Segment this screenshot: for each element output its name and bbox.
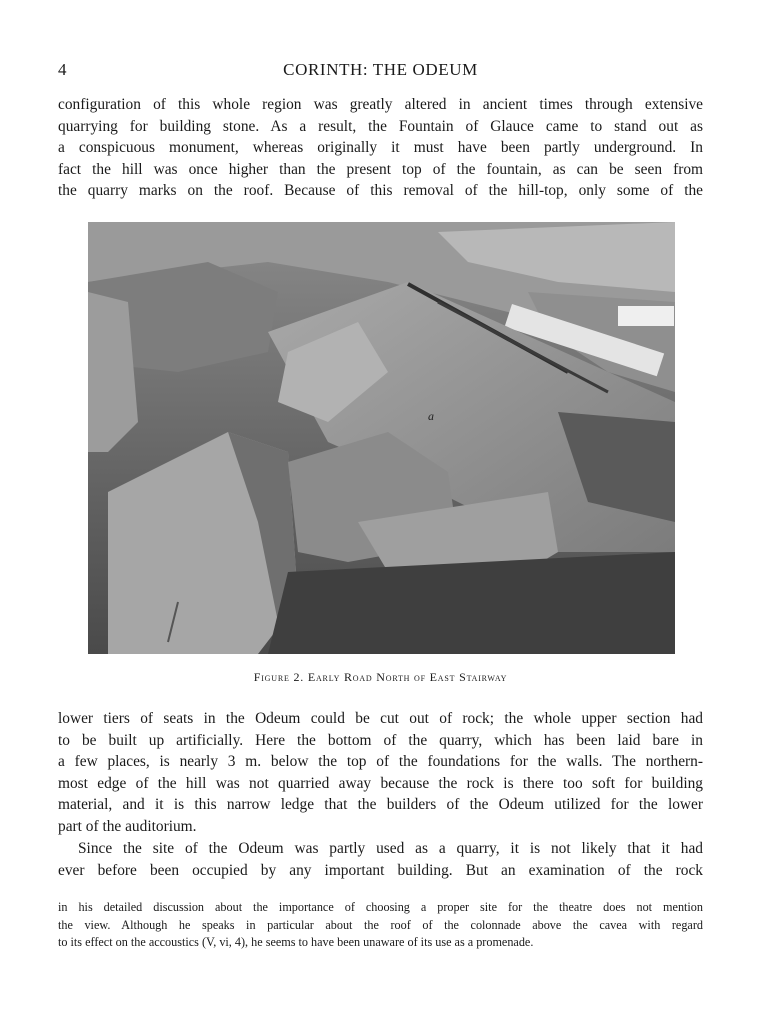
body-paragraph-1 [58, 708, 703, 838]
text-line: lower tiers of seats in the Odeum could be cut out of rock; the whole upper section had [58, 710, 703, 727]
text-line: a few places, is nearly 3 m. below the top of the foundations for the walls. The northern- [58, 753, 703, 771]
text-line: most edge of the hill was not quarried away because the rock is there too soft for building [58, 774, 703, 792]
footnote-line: the view. Although he speaks in particular about the roof of the colonnade above the cavea with regard [58, 917, 703, 932]
body-text-top [58, 94, 703, 202]
page-number: 4 [58, 60, 67, 79]
text-line: fact the hill was once higher than the present top of the fountain, as can be seen from [58, 160, 703, 178]
text-line: part of the auditorium. [58, 817, 197, 835]
text-line: configuration of this whole region was greatly altered in ancient times through extensive [58, 96, 703, 113]
figure-annotation-mark: a [428, 409, 434, 423]
text-line: to be built up artificially. Here the bottom of the quarry, which has been laid bare in [58, 731, 703, 749]
text-line: ever before been occupied by any important building. But an examination of the rock [58, 861, 703, 879]
page-header [58, 60, 703, 84]
text-line: the quarry marks on the roof. Because of this removal of the hill-top, only some of the [58, 182, 703, 200]
running-title: CORINTH: THE ODEUM [283, 60, 478, 79]
figure-photograph [88, 222, 675, 654]
body-paragraph-2 [58, 838, 703, 881]
figure-caption: Figure 2. Early Road North of East Stairway [253, 670, 508, 684]
text-line: material, and it is this narrow ledge that the builders of the Odeum utilized for the lower [58, 796, 703, 814]
footnote [58, 899, 703, 952]
footnote-line: in his detailed discussion about the importance of choosing a proper site for the theatre does not mention [58, 900, 703, 914]
footnote-line: to its effect on the accoustics (V, vi, 4), he seems to have been unaware of its use as a promenade. [58, 935, 534, 950]
text-line: quarrying for building stone. As a result, the Fountain of Glauce came to stand out as [58, 117, 703, 135]
rock-road-photo [88, 222, 675, 654]
text-line: a conspicuous monument, whereas originally it must have been partly underground. In [58, 139, 703, 157]
text-line: Since the site of the Odeum was partly used as a quarry, it is not likely that it had [78, 840, 703, 857]
